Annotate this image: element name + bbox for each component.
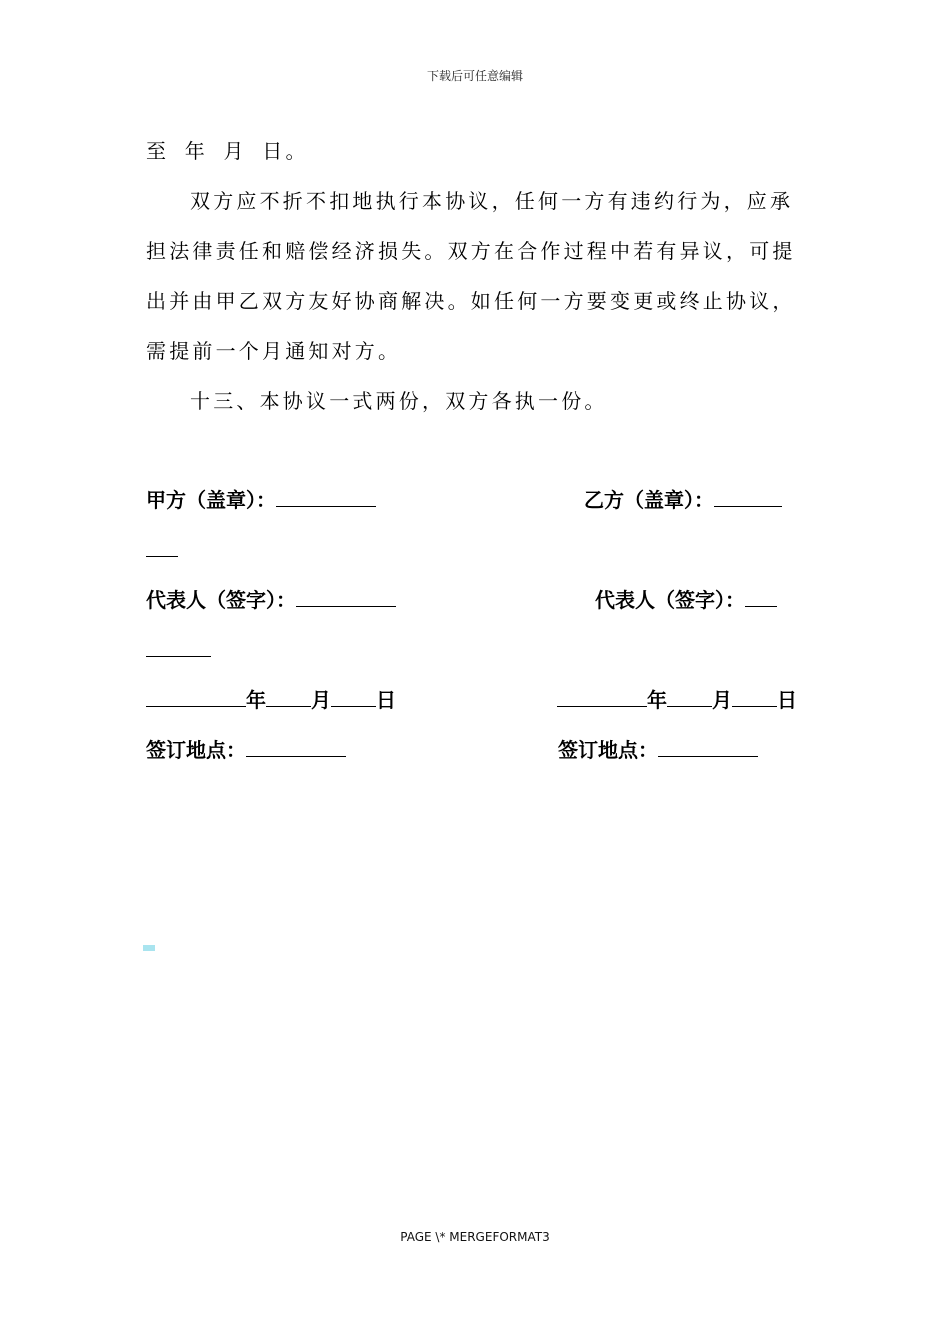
text-cursor-highlight: [143, 945, 155, 951]
place-b-line: [558, 736, 758, 764]
term-date-line: 至 年 月 日。: [146, 139, 309, 163]
party-b-seal-blank[interactable]: [714, 486, 782, 507]
rep-b-sign-line: [595, 586, 777, 614]
party-b-seal-line: [584, 486, 782, 514]
party-b-seal-blank-continued[interactable]: [146, 536, 178, 557]
date-b-day-label: 日: [777, 688, 797, 712]
rep-a-sign-label: 代表人（签字）：: [146, 588, 296, 612]
rep-a-sign-blank[interactable]: [296, 586, 396, 607]
page-header: 下载后可任意编辑: [426, 69, 523, 83]
rep-a-sign-line: [146, 586, 396, 614]
place-a-line: [146, 736, 346, 764]
page-footer: PAGE \* MERGEFORMAT3: [400, 1230, 550, 1244]
date-a-day-blank[interactable]: [331, 686, 376, 707]
rep-b-sign-label: 代表人（签字）：: [595, 588, 745, 612]
date-b-day-blank[interactable]: [732, 686, 777, 707]
place-a-label: 签订地点：: [146, 738, 246, 762]
date-b-month-blank[interactable]: [667, 686, 712, 707]
date-a-year-label: 年: [246, 688, 266, 712]
date-b-year-blank[interactable]: [557, 686, 647, 707]
date-b-month-label: 月: [712, 688, 732, 712]
party-a-seal-label: 甲方（盖章）：: [146, 488, 276, 512]
rep-b-sign-blank-wrap: [146, 636, 211, 664]
rep-b-sign-blank[interactable]: [745, 586, 777, 607]
place-b-label: 签订地点：: [558, 738, 658, 762]
breach-clause-paragraph: 双方应不折不扣地执行本协议，任何一方有违约行为，应承担法律责任和赔偿经济损失。双方在合作过程中若有异议，可提出并由甲乙双方友好协商解决。如任何一方要变更或终止协议，需提前一个月通知对方。: [146, 189, 796, 363]
party-a-seal-line: [146, 486, 376, 514]
date-b-line: [557, 686, 797, 714]
party-b-seal-label: 乙方（盖章）：: [584, 488, 714, 512]
date-a-month-label: 月: [311, 688, 331, 712]
date-a-day-label: 日: [376, 688, 396, 712]
date-b-year-label: 年: [647, 688, 667, 712]
party-b-seal-blank-wrap: [146, 536, 178, 564]
party-a-seal-blank[interactable]: [276, 486, 376, 507]
date-a-month-blank[interactable]: [266, 686, 311, 707]
place-a-blank[interactable]: [246, 736, 346, 757]
rep-b-sign-blank-continued[interactable]: [146, 636, 211, 657]
date-a-line: [146, 686, 396, 714]
place-b-blank[interactable]: [658, 736, 758, 757]
copies-clause-paragraph: 十三、本协议一式两份，双方各执一份。: [190, 389, 608, 413]
date-a-year-blank[interactable]: [146, 686, 246, 707]
